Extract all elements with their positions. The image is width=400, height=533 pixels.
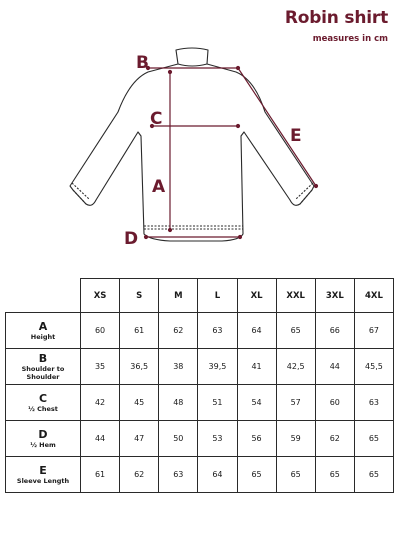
label-c: C bbox=[150, 109, 163, 129]
size-header: XS bbox=[81, 279, 120, 313]
size-header: S bbox=[120, 279, 159, 313]
label-d: D bbox=[124, 229, 139, 249]
row-name: ½ Chest bbox=[28, 404, 58, 413]
table-cell: 53 bbox=[198, 421, 237, 457]
table-cell: 64 bbox=[237, 313, 276, 349]
shirt-outline bbox=[70, 48, 314, 241]
table-cell: 56 bbox=[237, 421, 276, 457]
table-cell: 61 bbox=[120, 313, 159, 349]
table-cell: 63 bbox=[354, 385, 393, 421]
row-header bbox=[6, 457, 81, 493]
table-cell: 65 bbox=[315, 457, 354, 493]
size-header: XXL bbox=[276, 279, 315, 313]
table-cell: 42,5 bbox=[276, 349, 315, 385]
table-cell: 42 bbox=[81, 385, 120, 421]
size-header: XL bbox=[237, 279, 276, 313]
table-row bbox=[6, 421, 394, 457]
row-header bbox=[6, 313, 81, 349]
table-cell: 45 bbox=[120, 385, 159, 421]
table-row bbox=[6, 385, 394, 421]
table-cell: 67 bbox=[354, 313, 393, 349]
row-letter: B bbox=[38, 351, 48, 365]
table-cell: 65 bbox=[354, 457, 393, 493]
table-cell: 65 bbox=[354, 421, 393, 457]
table-cell: 62 bbox=[315, 421, 354, 457]
row-name: Sleeve Length bbox=[16, 476, 70, 485]
title: Robin shirt bbox=[284, 8, 388, 28]
row-letter: E bbox=[39, 463, 47, 477]
row-name: ½ Hem bbox=[30, 440, 56, 449]
table-cell: 61 bbox=[81, 457, 120, 493]
table-cell: 63 bbox=[159, 457, 198, 493]
table-cell: 54 bbox=[237, 385, 276, 421]
shirt-diagram bbox=[0, 0, 400, 260]
table-cell: 60 bbox=[81, 313, 120, 349]
table-cell: 36,5 bbox=[120, 349, 159, 385]
table-cell: 57 bbox=[276, 385, 315, 421]
row-letter: A bbox=[38, 319, 48, 333]
table-cell: 60 bbox=[315, 385, 354, 421]
size-header: M bbox=[159, 279, 198, 313]
label-e: E bbox=[290, 126, 302, 146]
table-row bbox=[6, 457, 394, 493]
table-cell: 65 bbox=[276, 457, 315, 493]
row-header bbox=[6, 421, 81, 457]
table-cell: 63 bbox=[198, 313, 237, 349]
table-cell: 38 bbox=[159, 349, 198, 385]
table-row bbox=[6, 313, 394, 349]
corner-cell bbox=[6, 279, 81, 313]
subtitle: measures in cm bbox=[312, 34, 388, 44]
table-cell: 44 bbox=[315, 349, 354, 385]
table-cell: 50 bbox=[159, 421, 198, 457]
row-letter: D bbox=[38, 427, 48, 441]
size-header: 3XL bbox=[315, 279, 354, 313]
table-cell: 41 bbox=[237, 349, 276, 385]
table-cell: 66 bbox=[315, 313, 354, 349]
size-header-row bbox=[6, 279, 394, 313]
row-name: Height bbox=[30, 332, 56, 341]
table-cell: 59 bbox=[276, 421, 315, 457]
row-header bbox=[6, 385, 81, 421]
table-cell: 47 bbox=[120, 421, 159, 457]
table-cell: 65 bbox=[276, 313, 315, 349]
row-name: Shoulder to Shoulder bbox=[21, 364, 65, 381]
table-cell: 62 bbox=[159, 313, 198, 349]
table-cell: 62 bbox=[120, 457, 159, 493]
table-cell: 44 bbox=[81, 421, 120, 457]
size-table bbox=[5, 278, 394, 493]
size-header: L bbox=[198, 279, 237, 313]
table-cell: 51 bbox=[198, 385, 237, 421]
row-letter: C bbox=[38, 391, 48, 405]
size-header: 4XL bbox=[354, 279, 393, 313]
table-cell: 65 bbox=[237, 457, 276, 493]
row-header bbox=[6, 349, 81, 385]
label-a: A bbox=[152, 177, 166, 197]
label-b: B bbox=[136, 53, 149, 73]
table-cell: 64 bbox=[198, 457, 237, 493]
line-e bbox=[238, 68, 316, 186]
table-cell: 45,5 bbox=[354, 349, 393, 385]
table-row bbox=[6, 349, 394, 385]
table-cell: 35 bbox=[81, 349, 120, 385]
table-cell: 48 bbox=[159, 385, 198, 421]
table-cell: 39,5 bbox=[198, 349, 237, 385]
